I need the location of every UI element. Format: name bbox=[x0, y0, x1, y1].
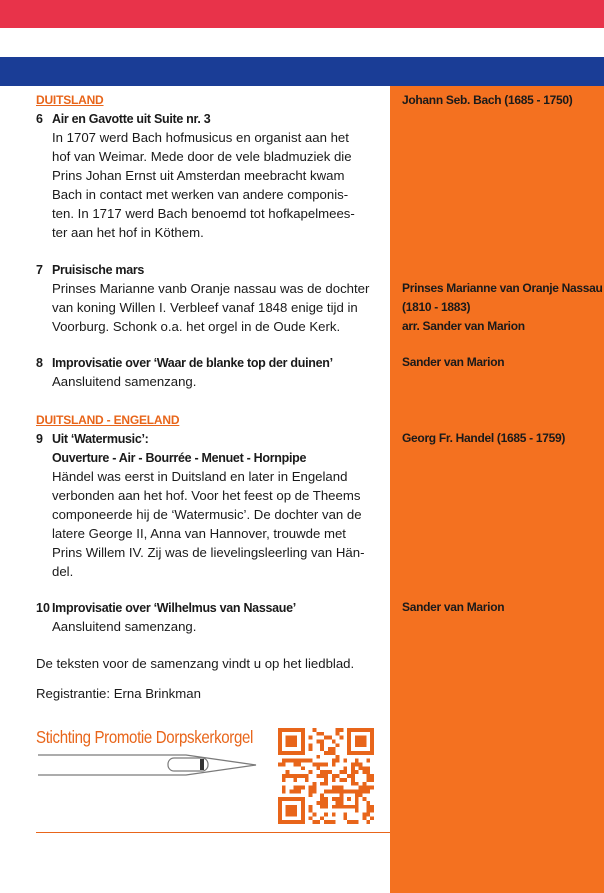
description-line: del. bbox=[52, 564, 74, 579]
item-number: 8 bbox=[36, 356, 43, 370]
description-line: Aansluitend samenzang. bbox=[52, 619, 197, 634]
composer-line: Sander van Marion bbox=[402, 600, 505, 614]
item-number: 6 bbox=[36, 112, 43, 126]
item-description bbox=[52, 617, 382, 636]
divider-line bbox=[36, 832, 390, 833]
composer-credit bbox=[402, 429, 602, 448]
description-line: latere George II, Anna van Hannover, trouwde met bbox=[52, 526, 346, 541]
item-title: Uit ‘Watermusic’: bbox=[52, 432, 149, 446]
composer-line: Georg Fr. Handel (1685 - 1759) bbox=[402, 431, 566, 445]
section-heading-duitsland-engeland: DUITSLAND - ENGELAND bbox=[36, 413, 180, 427]
description-line: In 1707 werd Bach hofmusicus en organist aan het bbox=[52, 130, 349, 145]
item-description bbox=[52, 279, 382, 336]
description-line: componeerde hij de ‘Watermusic’. De dochter van de bbox=[52, 507, 362, 522]
description-line: ter aan het hof in Köthem. bbox=[52, 225, 204, 240]
description-line: Prinses Marianne vanb Oranje nassau was de dochter bbox=[52, 281, 370, 296]
composer-line: Prinses Marianne van Oranje Nassau bbox=[402, 281, 603, 295]
organisation-logo-text: Stichting Promotie Dorpskerkorgel bbox=[36, 727, 254, 747]
description-line: verbonden aan het hof. Voor het feest op de Theems bbox=[52, 488, 361, 503]
item-number: 7 bbox=[36, 263, 43, 277]
description-line: Händel was eerst in Duitsland en later in Engeland bbox=[52, 469, 348, 484]
liedblad-note: De teksten voor de samenzang vindt u op het liedblad. bbox=[36, 656, 355, 671]
description-line: Voorburg. Schonk o.a. het orgel in de Oude Kerk. bbox=[52, 319, 341, 334]
item-description bbox=[52, 128, 382, 242]
item-title: Improvisatie over ‘Waar de blanke top der duinen’ bbox=[52, 356, 333, 370]
description-line: hof van Weimar. Mede door de vele bladmuziek die bbox=[52, 149, 352, 164]
composer-credit bbox=[402, 91, 602, 110]
composer-line: (1810 - 1883) bbox=[402, 300, 471, 314]
flag-stripe-red bbox=[0, 0, 604, 28]
item-title: Air en Gavotte uit Suite nr. 3 bbox=[52, 112, 211, 126]
item-number: 9 bbox=[36, 432, 43, 446]
item-number: 10 bbox=[36, 601, 50, 615]
item-description bbox=[52, 372, 382, 391]
item-title: Improvisatie over ‘Wilhelmus van Nassaue’ bbox=[52, 601, 296, 615]
description-line: Bach in contact met werken van andere componis- bbox=[52, 187, 349, 202]
composer-line: Sander van Marion bbox=[402, 355, 505, 369]
item-subtitle: Ouverture - Air - Bourrée - Menuet - Hornpipe bbox=[52, 451, 307, 465]
item-title: Pruisische mars bbox=[52, 263, 145, 277]
composer-credit bbox=[402, 279, 602, 336]
flag-stripe-white bbox=[0, 28, 604, 57]
description-line: van koning Willen I. Verbleef vanaf 1848 enige tijd in bbox=[52, 300, 358, 315]
flag-stripe-blue bbox=[0, 57, 604, 86]
organ-pipe-icon bbox=[36, 752, 258, 780]
section-heading-duitsland: DUITSLAND bbox=[36, 93, 104, 107]
description-line: Prins Johan Ernst uit Amsterdan meebracht kwam bbox=[52, 168, 345, 183]
description-line: Aansluitend samenzang. bbox=[52, 374, 197, 389]
description-line: ten. In 1717 werd Bach benoemd tot hofkapelmees- bbox=[52, 206, 355, 221]
composer-line: Johann Seb. Bach (1685 - 1750) bbox=[402, 93, 573, 107]
composer-credit bbox=[402, 598, 602, 617]
description-line: Prins Willem IV. Zij was de lievelingsleerling van Hän- bbox=[52, 545, 365, 560]
registration-credit: Registrantie: Erna Brinkman bbox=[36, 686, 201, 701]
composer-line: arr. Sander van Marion bbox=[402, 319, 525, 333]
item-description bbox=[52, 467, 382, 581]
composer-credit bbox=[402, 353, 602, 372]
composer-column bbox=[390, 86, 604, 893]
qr-code-icon bbox=[278, 728, 374, 824]
